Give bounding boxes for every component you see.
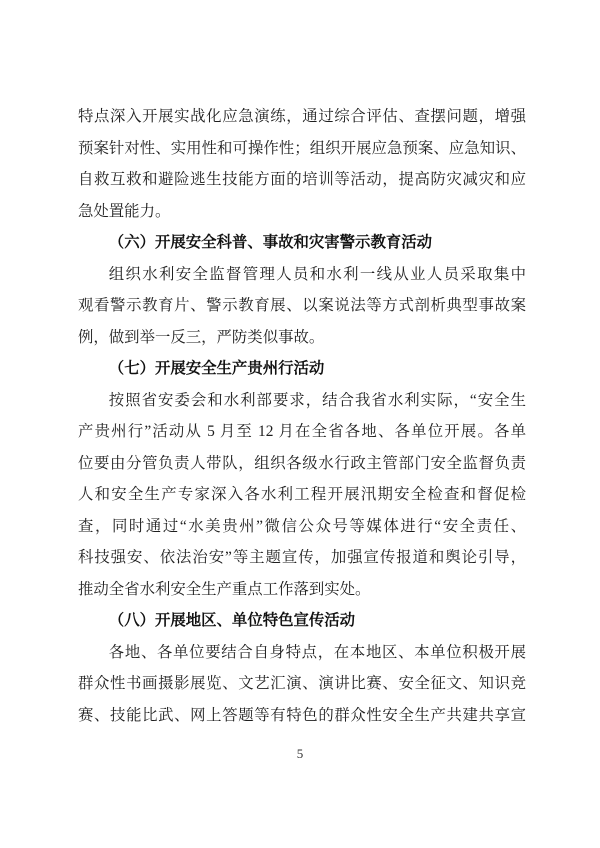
text-line: 按照省安委会和水利部要求，结合我省水利实际，“安全生 [108, 391, 526, 409]
heading-line: （八）开展地区、单位特色宣传活动 [108, 612, 356, 629]
text-line: 查，同时通过“水美贵州”微信公众号等媒体进行“安全责任、 [78, 517, 526, 535]
paragraph [78, 259, 526, 354]
text-line: 各地、各单位要结合自身特点，在本地区、本单位积极开展 [108, 643, 526, 661]
text-line: 急处置能力。 [78, 202, 171, 220]
section-heading [78, 605, 526, 637]
paragraph [78, 637, 526, 732]
text-line: 观看警示教育片、警示教育展、以案说法等方式剖析典型事故案 [78, 297, 526, 314]
text-line: 群众性书画摄影展览、文艺汇演、演讲比赛、安全征文、知识竞 [78, 675, 526, 692]
text-line: 推动全省水利安全生产重点工作落到实处。 [78, 580, 371, 598]
paragraph [78, 101, 526, 227]
heading-line: （七）开展安全生产贵州行活动 [108, 360, 325, 377]
text-line: 例，做到举一反三，严防类似事故。 [78, 328, 325, 346]
section-heading [78, 227, 526, 259]
text-line: 产贵州行”活动从 5 月至 12 月在全省各地、各单位开展。各单 [78, 423, 526, 440]
document-body [78, 101, 526, 731]
text-line: 科技强安、依法治安”等主题宣传，加强宣传报道和舆论引导， [78, 549, 526, 566]
page-number: 5 [296, 746, 304, 761]
text-line: 自救互救和避险逃生技能方面的培训等活动，提高防灾减灾和应 [78, 171, 526, 188]
text-line: 赛、技能比武、网上答题等有特色的群众性安全生产共建共享宣 [78, 706, 526, 724]
text-line: 组织水利安全监督管理人员和水利一线从业人员采取集中 [108, 265, 526, 283]
paragraph [78, 385, 526, 606]
text-line: 预案针对性、实用性和可操作性；组织开展应急预案、应急知识、 [78, 139, 526, 157]
text-line: 特点深入开展实战化应急演练，通过综合评估、查摆问题，增强 [78, 108, 526, 125]
heading-line: （六）开展安全科普、事故和灾害警示教育活动 [108, 234, 433, 251]
text-line: 位要由分管负责人带队，组织各级水行政主管部门安全监督负责 [78, 454, 526, 472]
section-heading [78, 353, 526, 385]
text-line: 人和安全生产专家深入各水利工程开展汛期安全检查和督促检 [78, 486, 526, 503]
